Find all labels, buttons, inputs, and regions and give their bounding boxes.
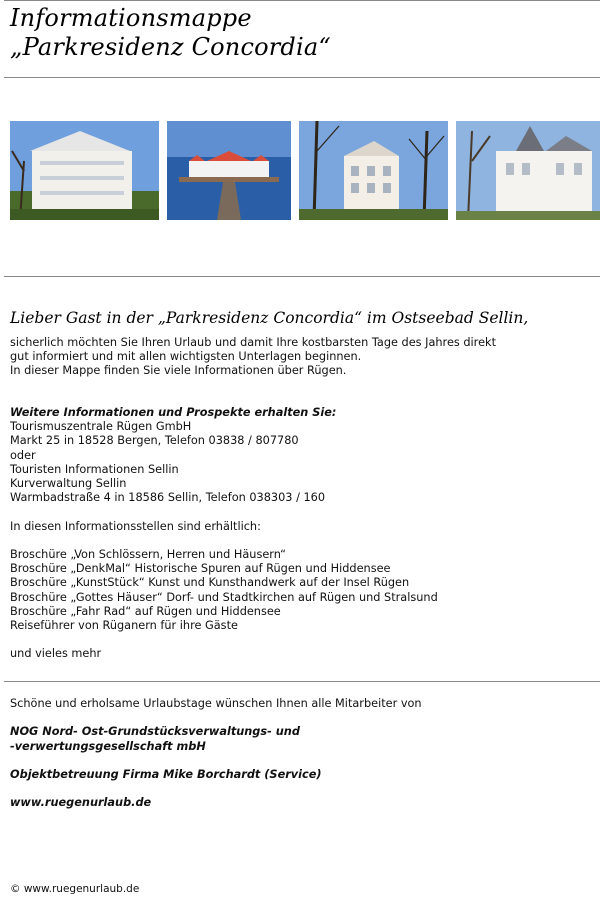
website-link[interactable]: www.ruegenurlaub.de bbox=[10, 796, 152, 810]
title-line-2: „Parkresidenz Concordia“ bbox=[10, 33, 331, 61]
spacer bbox=[10, 754, 422, 768]
intro-line: sicherlich möchten Sie Ihren Urlaub und damit Ihre kostbarsten Tage des Jahres direkt bbox=[10, 336, 496, 349]
info-heading: Weitere Informationen und Prospekte erhalten Sie: bbox=[10, 406, 337, 419]
photo-villa bbox=[456, 121, 600, 220]
info-line: Tourismuszentrale Rügen GmbH bbox=[10, 420, 192, 434]
company-name-line-1: NOG Nord- Ost-Grundstücksverwaltungs- und bbox=[10, 725, 300, 739]
brochure-item: Broschüre „Fahr Rad“ auf Rügen und Hiddensee bbox=[10, 604, 281, 618]
closing-divider bbox=[4, 681, 600, 682]
brochure-item: Broschüre „DenkMal“ Historische Spuren auf Rügen und Hiddensee bbox=[10, 562, 391, 576]
title-line-1: Informationsmappe bbox=[10, 4, 252, 32]
photo-divider bbox=[4, 276, 600, 277]
page-title bbox=[10, 4, 331, 62]
photo-residence bbox=[10, 121, 159, 220]
spacer bbox=[10, 505, 438, 519]
info-line: Markt 25 in 18528 Bergen, Telefon 03838 / 807780 bbox=[10, 434, 299, 448]
intro-line: In dieser Mappe finden Sie viele Informationen über Rügen. bbox=[10, 364, 347, 378]
spacer bbox=[10, 633, 438, 647]
photo-house-trees bbox=[299, 121, 448, 220]
service-company: Objektbetreuung Firma Mike Borchardt (Service) bbox=[10, 767, 322, 781]
top-divider bbox=[4, 0, 600, 1]
header-divider bbox=[4, 77, 600, 78]
available-label: In diesen Informationsstellen sind erhältlich: bbox=[10, 519, 261, 533]
info-line: oder bbox=[10, 448, 36, 462]
info-line: Warmbadstraße 4 in 18586 Sellin, Telefon 038303 / 160 bbox=[10, 491, 326, 505]
spacer bbox=[10, 711, 422, 725]
brochure-item: Broschüre „Gottes Häuser“ Dorf- und Stadtkirchen auf Rügen und Stralsund bbox=[10, 590, 438, 604]
intro-line: gut informiert und mit allen wichtigsten Unterlagen beginnen. bbox=[10, 350, 362, 364]
copyright-footer: © www.ruegenurlaub.de bbox=[10, 883, 140, 895]
spacer bbox=[10, 534, 438, 548]
brochure-item: Reiseführer von Rüganern für ihre Gäste bbox=[10, 619, 238, 633]
info-line: Touristen Informationen Sellin bbox=[10, 462, 179, 476]
greeting-heading: Lieber Gast in der „Parkresidenz Concordia“ im Ostseebad Sellin, bbox=[10, 309, 529, 327]
spacer bbox=[10, 782, 422, 796]
info-section bbox=[10, 406, 438, 662]
closing-section bbox=[10, 697, 422, 811]
brochure-item: Broschüre „KunstStück“ Kunst und Kunsthandwerk auf der Insel Rügen bbox=[10, 576, 410, 590]
info-line: Kurverwaltung Sellin bbox=[10, 477, 127, 491]
intro-paragraph bbox=[10, 336, 496, 379]
brochure-item: Broschüre „Von Schlössern, Herren und Häusern“ bbox=[10, 548, 286, 561]
company-name-line-2: -verwertungsgesellschaft mbH bbox=[10, 739, 206, 753]
wishes-text: Schöne und erholsame Urlaubstage wünschen Ihnen alle Mitarbeiter von bbox=[10, 697, 422, 710]
photo-pier bbox=[167, 121, 291, 220]
more-text: und vieles mehr bbox=[10, 647, 102, 661]
